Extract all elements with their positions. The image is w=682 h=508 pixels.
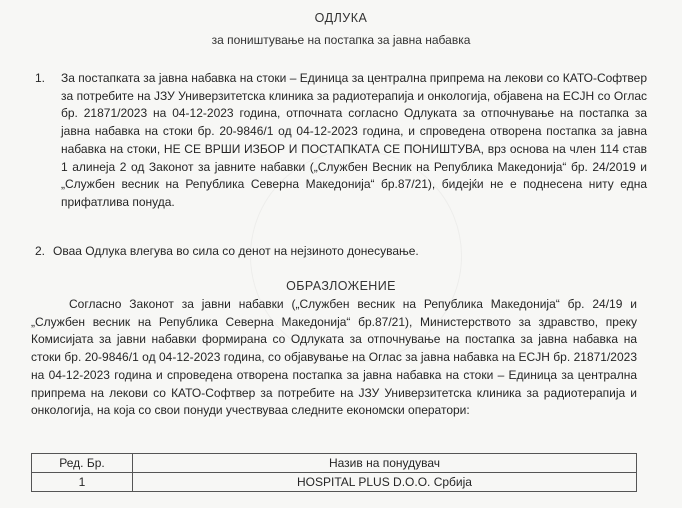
item-number: 1. <box>35 71 46 85</box>
item-text: За постапката за јавна набавка на стоки – Единица за централна припрема на лекови со КАТО-Софтвер за потребите на ЈЗУ Универзитетска клиника за радиотерапија и онкологија, објавена на ЕСЈН со Оглас бр. 21871/2023 на 04-12-2023 година, отпочната согласно Одлуката за отпочнување на постапка за јавна набавка на стоки бр. 20-9846/1 од 04-12-2023 година, и спроведена отворена постапка за јавна набавка на стоки, НЕ СЕ ВРШИ ИЗБОР И ПОСТАПКАТА СЕ ПОНИШТУВА, врз основа на член 114 став 1 алинеја 2 од Законот за јавните набавки („Службен Весник на Република Македонија“ бр. 24/2019 и „Службен весник на Република Северна Македонија“ бр.87/21), бидејќи не е поднесена ниту една прифатлива понуда. <box>61 71 647 209</box>
bidders-table <box>31 453 637 492</box>
explanation-title: ОБРАЗЛОЖЕНИЕ <box>286 279 396 293</box>
document-subtitle: за поништување на постапка за јавна набавка <box>211 33 471 47</box>
document-title: ОДЛУКА <box>314 11 368 25</box>
table-cell: 1 <box>32 473 133 492</box>
item-text: Оваа Одлука влегува во сила со денот на нејзиното донесување. <box>53 244 419 258</box>
decision-item-2 <box>35 243 647 261</box>
table-header-row <box>32 454 637 473</box>
table-row <box>32 473 637 492</box>
item-number: 2. <box>35 244 46 258</box>
table-header-cell: Назив на понудувач <box>133 454 637 473</box>
table-cell: HOSPITAL PLUS D.O.O. Србија <box>133 473 637 492</box>
table-header-cell: Ред. Бр. <box>32 454 133 473</box>
explanation-text: Согласно Законот за јавни набавки („Службен весник на Република Македонија“ бр. 24/19 и „Службен весник на Република Северна Македонија“ бр.87/21), Министерството за здравство, преку Комисијата за јавни набавки формирана со Одлуката за отпочнување на постапка за јавна набавка на стоки бр. 20-9846/1 од 04-12-2023 година, со објавување на Оглас за јавна набавка на ЕСЈН бр. 21871/2023 на 04-12-2023 година и спроведена отворена постапка за јавна набавка на стоки – Единица за централна припрема на лекови со КАТО-Софтвер за потребите на ЈЗУ Универзитетска клиника за радиотерапија и онкологија, на која со свои понуди учествуваа следните економски оператори: <box>31 297 637 418</box>
decision-item-1 <box>35 70 647 212</box>
